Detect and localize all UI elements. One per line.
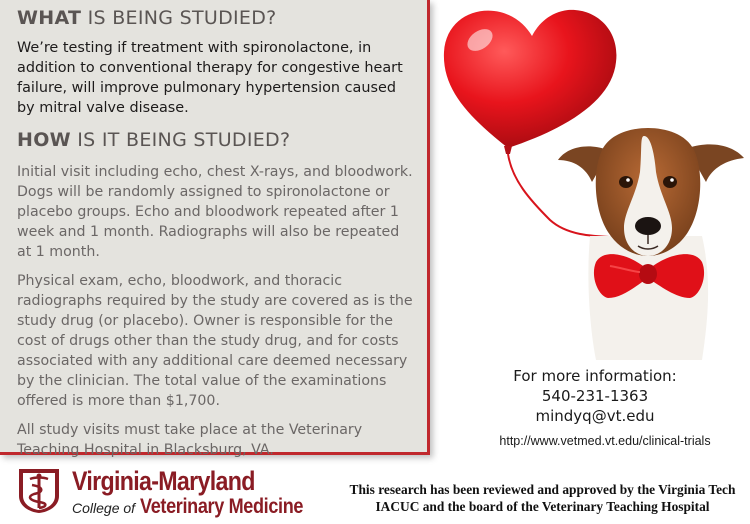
dog-icon [558,128,744,360]
dog-with-heart-balloon-illustration [440,0,750,360]
heart-balloon-icon [444,10,617,154]
how-paragraph-1: Initial visit including echo, chest X-rays, and bloodwork. Dogs will be randomly assigned to spironolactone or placebo groups. Echo and bloodwork repeated after 1 week and 1 month. Radiographs will also be repeated at 1 month. [17,164,413,260]
logo-name: Virginia-Maryland [72,466,255,496]
how-heading-rest: IS IT BEING STUDIED? [70,129,291,151]
contact-email[interactable]: mindyq@vt.edu [535,407,655,425]
caduceus-shield-icon [18,468,60,514]
clinical-trials-link[interactable]: http://www.vetmed.vt.edu/clinical-trials [499,434,711,448]
contact-label: For more information: [513,367,677,385]
logo-school: Veterinary Medicine [139,495,303,518]
what-heading-bold: WHAT [17,7,82,29]
logo-subtitle [72,495,329,519]
approval-statement: This research has been reviewed and approved by the Virginia Tech IACUC and the board of the Veterinary Teaching Hospital [349,482,736,514]
logo-college: College of [72,500,136,516]
what-heading [17,6,417,30]
what-heading-rest: IS BEING STUDIED? [81,7,277,29]
vmcvm-logo [18,468,318,516]
what-text: We’re testing if treatment with spironolactone, in addition to conventional therapy for congestive heart failure, will improve pulmonary hypertension caused by mitral valve disease. [17,40,403,116]
how-paragraph-3: All study visits must take place at the Veterinary Teaching Hospital in Blacksburg, VA. [17,422,363,458]
contact-phone[interactable]: 540-231-1363 [541,387,649,405]
contact-block [470,366,720,426]
how-heading-bold: HOW [17,129,71,151]
how-paragraph-2: Physical exam, echo, bloodwork, and thoracic radiographs required by the study are covered as is the study drug (or placebo). Owner is responsible for the cost of drugs other than the study drug, and for costs associated with any additional care deemed necessary by the clinician. The total value of the examinations offered is more than $1,700. [17,273,413,409]
how-heading [17,128,417,152]
